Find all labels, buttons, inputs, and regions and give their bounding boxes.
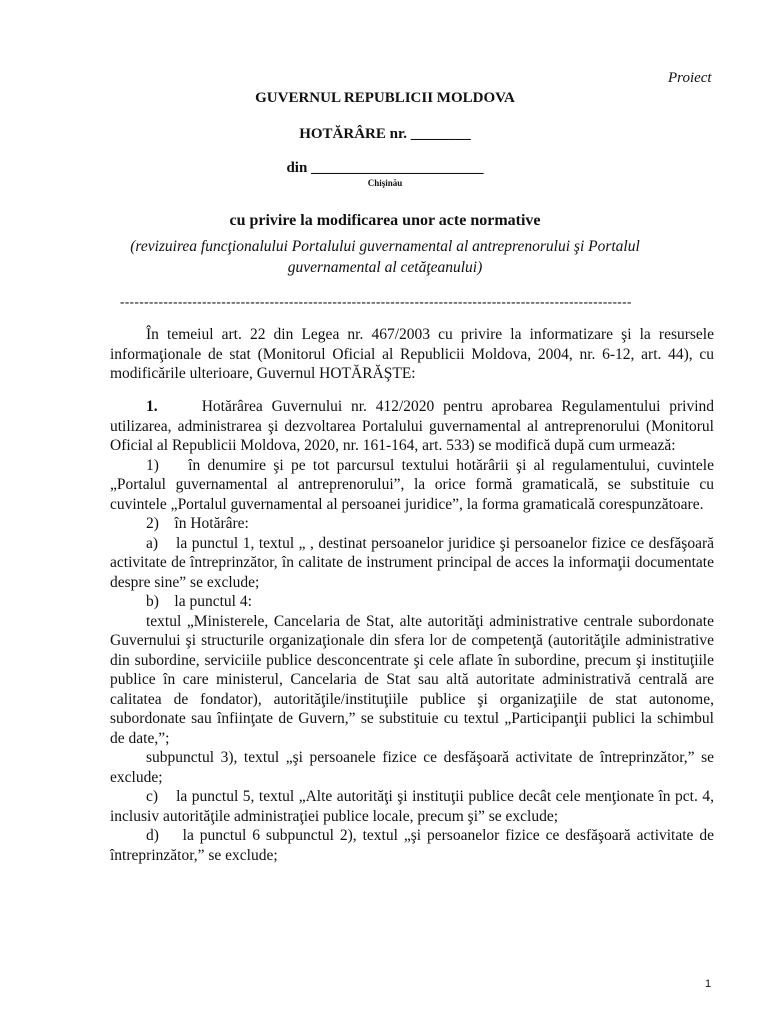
preamble-paragraph: În temeiul art. 22 din Legea nr. 467/2003 cu privire la informatizare şi la resursele informaţionale de stat (Monitorul Oficial al Republicii Moldova, 2004, nr. 6-12, art. 44), cu modificările ulterioare, Guvernul HOTĂRĂŞTE:	[110, 326, 714, 382]
document-subtitle-line-1: (revizuirea funcţionalului Portalului guvernamental al antreprenorului şi Portalul	[130, 238, 640, 255]
preamble-block	[110, 325, 714, 384]
decision-date-line: din _______________________	[286, 160, 484, 176]
item-2b-subpoint-paragraph: subpunctul 3), textul „şi persoanele fizice ce desfăşoară activitate de întreprinzător,” se exclude;	[110, 749, 714, 786]
document-subject: cu privire la modificarea unor acte normative	[229, 212, 541, 229]
city-label: Chişinău	[367, 178, 403, 188]
page-number: 1	[705, 978, 712, 990]
point-1-number: 1.	[146, 398, 158, 415]
government-title: GUVERNUL REPUBLICII MOLDOVA	[255, 90, 515, 106]
item-1-paragraph: 1) în denumire şi pe tot parcursul textului hotărârii şi al regulamentului, cuvintele „Portalul guvernamental al antreprenorului”, la orice formă gramaticală, se substituie cu cuvintele „Portalul guvernamental al persoanei juridice”, la forma gramaticală corespunzătoare.	[110, 456, 714, 513]
point-1-paragraph	[110, 397, 714, 456]
item-2b-paragraph: b) la punctul 4:	[146, 593, 252, 610]
item-2a-paragraph: a) la punctul 1, textul „ , destinat persoanelor juridice şi persoanelor fizice ce desfăşoară activitate de întreprinzător, în calitate de instrument principal de acces la informaţii documentate despre sine” se exclude;	[110, 534, 714, 591]
item-2d-paragraph: d) la punctul 6 subpunctul 2), textul „şi persoanelor fizice ce desfăşoară activitate de întreprinzător,” se exclude;	[110, 827, 714, 864]
point-1-text: Hotărârea Guvernului nr. 412/2020 pentru aprobarea Regulamentului privind utilizarea, administrarea şi dezvoltarea Portalului guvernamental al antreprenorului (Monitorul Oficial al Republicii Moldova, 2020, nr. 161-164, art. 533) se modifică după cum urmează:	[110, 398, 715, 454]
decision-number: HOTĂRÂRE nr. ________	[299, 126, 471, 142]
draft-label: Proiect	[668, 70, 712, 86]
separator-line: ----------------------------------------------------------------------------------------------------------	[120, 294, 632, 309]
item-2c-paragraph: c) la punctul 5, textul „Alte autorităţi şi instituţii publice decât cele menţionate în pct. 4, inclusiv autorităţile administraţiei publice locale, precum şi” se exclude;	[110, 788, 714, 825]
item-2-paragraph: 2) în Hotărâre:	[146, 515, 249, 532]
main-body	[110, 397, 714, 865]
document-subtitle-line-2: guvernamental al cetăţeanului)	[287, 259, 483, 276]
item-2b-text-paragraph: textul „Ministerele, Cancelaria de Stat, alte autorităţi administrative centrale subordonate Guvernului şi structurile organizaţionale din sfera lor de competenţă (autorităţile administrative din subordine, serviciile publice desconcentrate şi cele aflate în subordine, precum şi instituţiile publice în care ministerul, Cancelaria de Stat sau altă autoritate administrativă centrală are calitatea de fondator), autorităţile/instituţiile publice şi organizaţiile de stat autonome, subordonate sau înfiinţate de Guvern,” se substituie cu textul „Participanţii publici la schimbul de date,”;	[110, 612, 714, 747]
